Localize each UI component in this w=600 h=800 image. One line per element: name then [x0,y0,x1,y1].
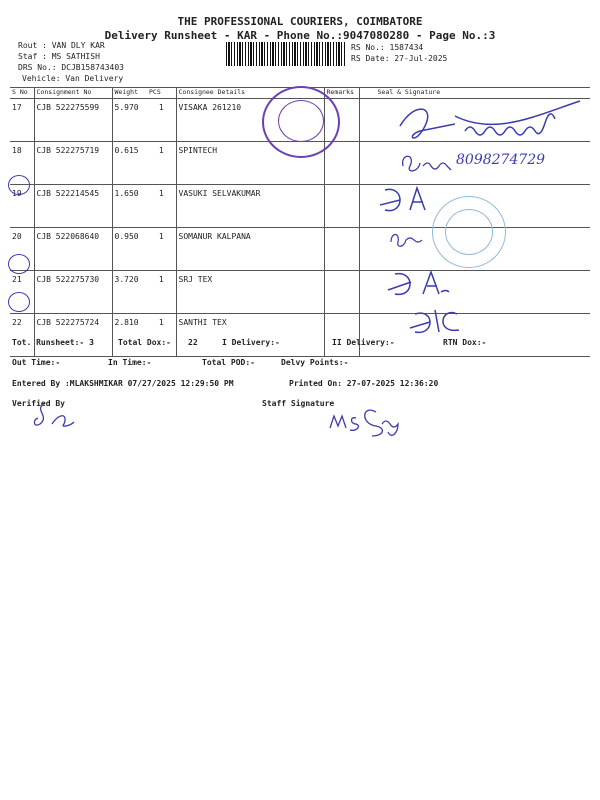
company-title: THE PROFESSIONAL COURIERS, COIMBATORE [177,15,423,28]
cell-consignee: SRJ TEX [176,271,324,314]
cell-pcs: 1 [147,228,176,271]
verified-by-label: Verified By [12,399,65,408]
cell-pcs: 1 [147,271,176,314]
delvy-points-label: Delvy Points:- [281,358,349,367]
cell-sno: 21 [10,271,34,314]
cell-weight: 1.650 [112,185,147,228]
handwritten-phone: 8098274729 [456,152,546,168]
cell-sno: 20 [10,228,34,271]
cell-weight: 5.970 [112,99,147,142]
ii-delivery-label: II Delivery:- [332,338,395,347]
cell-pcs: 1 [147,99,176,142]
cell-sno: 17 [10,99,34,142]
drs-number: DRS No.: DCJB158743403 [18,63,124,72]
cell-weight: 0.950 [112,228,147,271]
cell-consignment: CJB 522275724 [34,314,112,357]
entered-by: Entered By :MLAKSHMIKAR 07/27/2025 12:29:50 PM [12,379,234,388]
rs-date: RS Date: 27-Jul-2025 [351,54,448,63]
cell-sno: 22 [10,314,34,357]
sno-circle-mark [8,175,30,195]
cell-pcs: 1 [147,142,176,185]
cell-sno: 19 [10,185,34,228]
table-row [10,271,590,314]
signature-row20 [388,230,428,250]
cell-consignee: VISAKA 261210 [176,99,324,142]
rtn-dox-label: RTN Dox:- [443,338,487,347]
cell-weight: 3.720 [112,271,147,314]
cell-consignment: CJB 522275599 [34,99,112,142]
total-dox-value: 22 [188,338,198,347]
cell-remarks [324,228,359,271]
signature-row21 [383,262,453,302]
tot-runsheet: Tot. Runsheet:- 3 [12,338,94,347]
barcode [226,42,346,66]
col-header-remarks: Remarks [324,88,359,99]
cell-remarks [324,271,359,314]
cell-sno: 18 [10,142,34,185]
table-row [10,314,590,357]
cell-consignee: SPINTECH [176,142,324,185]
i-delivery-label: I Delivery:- [222,338,280,347]
cell-pcs: 1 [147,314,176,357]
signature-row19 [375,180,435,220]
col-header-weight: Weight [112,88,147,99]
col-header-sno: S No [10,88,34,99]
col-header-consignment: Consignment No [34,88,112,99]
consignee-seal-stamp [432,196,506,268]
cell-seal [359,314,590,357]
cell-consignment: CJB 522068640 [34,228,112,271]
total-dox-label: Total Dox:- [118,338,171,347]
cell-consignee: SOMANUR KALPANA [176,228,324,271]
cell-consignee: SANTHI TEX [176,314,324,357]
printed-on: Printed On: 27-07-2025 12:36:20 [289,379,439,388]
cell-weight: 2.810 [112,314,147,357]
staff-label: Staf : MS SATHISH [18,52,100,61]
company-seal-stamp [262,86,340,158]
cell-pcs: 1 [147,185,176,228]
out-time-label: Out Time:- [12,358,61,367]
cell-weight: 0.615 [112,142,147,185]
col-header-seal: Seal & Signature [359,88,590,99]
col-header-consignee: Consignee Details [176,88,324,99]
runsheet-subtitle: Delivery Runsheet - KAR - Phone No.:9047080280 - Page No.:3 [104,29,496,42]
total-pod-label: Total POD:- [202,358,255,367]
cell-remarks [324,142,359,185]
cell-remarks [324,314,359,357]
cell-consignment: CJB 522275730 [34,271,112,314]
cell-consignment: CJB 522214545 [34,185,112,228]
cell-remarks [324,185,359,228]
rs-number: RS No.: 1587434 [351,43,424,52]
col-header-pcs: PCS [147,88,176,99]
signature-row18 [398,148,458,178]
signature-row22 [405,300,465,340]
staff-signature-label: Staff Signature [262,399,335,408]
in-time-label: In Time:- [108,358,152,367]
cell-consignee: VASUKI SELVAKUMAR [176,185,324,228]
staff-signature [326,402,406,442]
verifier-signature [30,400,80,430]
sno-circle-mark [8,292,30,312]
signature-row17 [395,96,585,146]
sno-circle-mark [8,254,30,274]
route-label: Rout : VAN DLY KAR [18,41,105,50]
cell-consignment: CJB 522275719 [34,142,112,185]
vehicle-label: Vehicle: Van Delivery [22,74,124,83]
